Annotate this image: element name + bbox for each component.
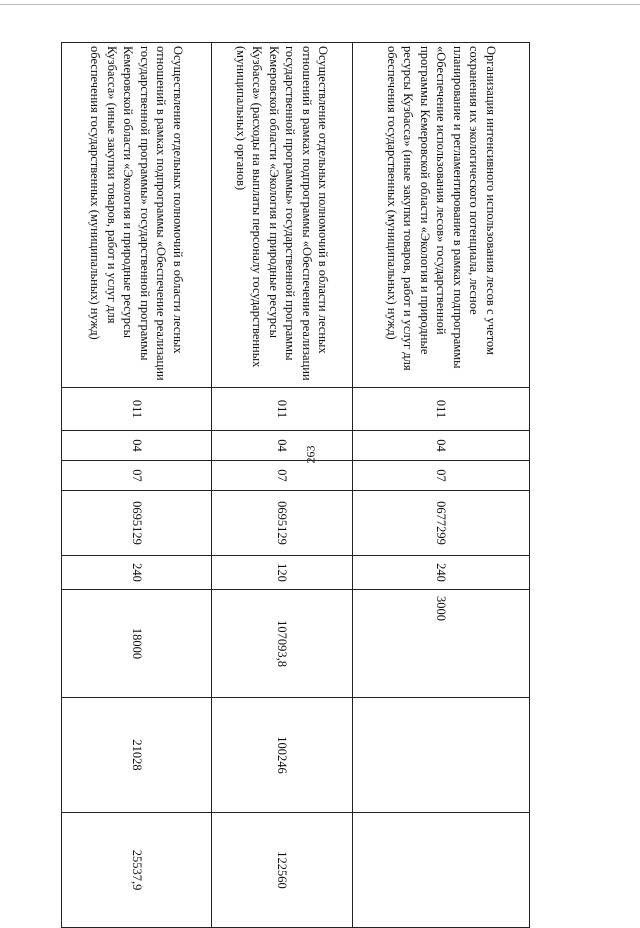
code-cell: 011	[353, 388, 530, 431]
top-border-line	[0, 4, 640, 5]
budget-table-rotated	[62, 42, 530, 927]
amount-1-cell: 3000	[353, 590, 530, 698]
section-cell: 04	[62, 431, 212, 461]
subsection-cell: 07	[212, 461, 353, 491]
amount-1-cell: 107093,8	[212, 590, 353, 698]
amount-2-cell	[353, 698, 530, 813]
type-cell: 240	[62, 556, 212, 590]
amount-3-cell: 122560	[212, 813, 353, 928]
amount-2-cell: 21028	[62, 698, 212, 813]
description-cell: Осуществление отдельных полномочий в области лесных отношений в рамках подпрограммы «Обеспечение реализации государственной программы» государственной программы Кемеровской области «Экология и природные ресурсы Кузбасса» (расходы на выплаты персоналу государственных (муниципальных) органов)	[212, 43, 353, 388]
section-cell: 04	[212, 431, 353, 461]
amount-3-cell: 25537,9	[62, 813, 212, 928]
subsection-cell: 07	[62, 461, 212, 491]
description-cell: Организация интенсивного использования лесов с учетом сохранения их экологического потенциала, лесное планирование и регламентирование в рамках подпрограммы «Обеспечение использования лесов» государственной программы Кемеровской области «Экология и природные ресурсы Кузбасса» (иные закупки товаров, работ и услуг для обеспечения государственных (муниципальных) нужд)	[353, 43, 530, 388]
target-cell: 0695129	[212, 491, 353, 556]
description-cell: Осуществление отдельных полномочий в области лесных отношений в рамках подпрограммы «Обеспечение реализации государственной программы» государственной программы Кемеровской области «Экология и природные ресурсы Кузбасса» (иные закупки товаров, работ и услуг для обеспечения государственных (муниципальных) нужд)	[62, 43, 212, 388]
type-cell: 120	[212, 556, 353, 590]
budget-table	[61, 42, 530, 928]
amount-1-cell: 18000	[62, 590, 212, 698]
target-cell: 0695129	[62, 491, 212, 556]
page-number: 263	[303, 445, 318, 464]
type-cell: 240	[353, 556, 530, 590]
section-cell: 04	[353, 431, 530, 461]
subsection-cell: 07	[353, 461, 530, 491]
amount-3-cell	[353, 813, 530, 928]
table-row	[353, 43, 530, 928]
code-cell: 011	[212, 388, 353, 431]
amount-2-cell: 100246	[212, 698, 353, 813]
target-cell: 0677299	[353, 491, 530, 556]
table-row	[212, 43, 353, 928]
table-row	[62, 43, 212, 928]
code-cell: 011	[62, 388, 212, 431]
